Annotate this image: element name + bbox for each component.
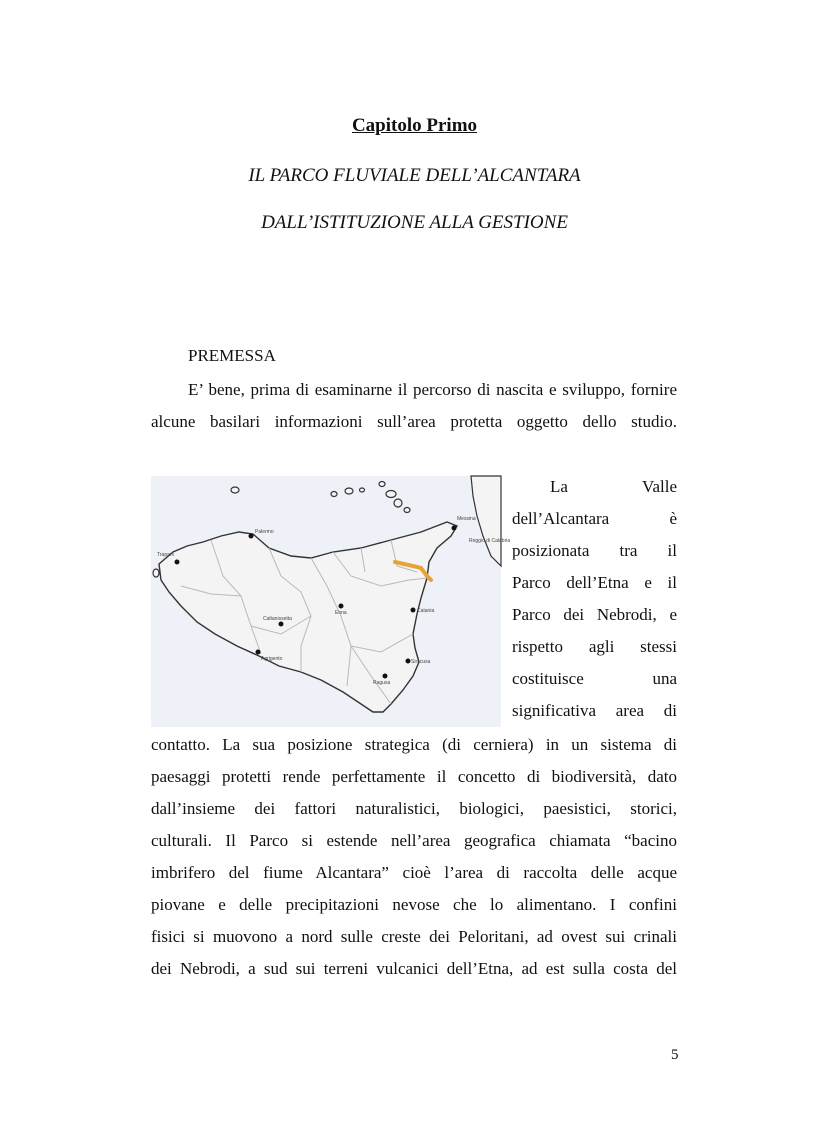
side-text-line: rispetto agli stessi [512,637,677,656]
body-line: contatto. La sua posizione strategica (di cerniera) in un sistema di [151,735,677,754]
intro-paragraph: E’ bene, prima di esaminarne il percorso di nascita e sviluppo, fornire alcune basilari informazioni sull’area protetta oggetto dello studio. [151,380,677,431]
marker-trapani [175,560,180,565]
marker-siracusa [406,659,411,664]
section-heading: PREMESSA [188,346,276,365]
body-line: culturali. Il Parco si estende nell’area geografica chiamata “bacino [151,831,677,850]
label-reggio: Reggio di Calabria [469,538,511,544]
marker-agrigento [256,650,261,655]
body-line: paesaggi protetti rende perfettamente il concetto di biodiversità, dato [151,767,677,786]
side-text-line: significativa area di [512,701,677,720]
side-text-line: Parco dell’Etna e il [512,573,677,592]
label-caltanissetta: Caltanissetta [263,616,292,622]
label-enna: Enna [335,610,347,616]
side-text [512,471,677,759]
side-text-line: La Valle [550,477,677,496]
side-text-line: costituisce una [512,669,677,688]
title-line-1: IL PARCO FLUVIALE DELL’ALCANTARA [248,165,581,186]
side-text-line: dell’Alcantara è [512,509,677,528]
side-text-line: Parco dei Nebrodi, e [512,605,677,624]
sicily-map [151,476,511,727]
label-siracusa: Siracusa [411,659,431,665]
body-line: fisici si muovono a nord sulle creste dei Peloritani, ad ovest sui crinali [151,927,677,946]
label-ragusa: Ragusa [373,680,391,686]
marker-enna [339,604,344,609]
marker-palermo [249,534,254,539]
label-messina: Messina [457,516,476,522]
marker-messina [452,526,457,531]
body-line: dei Nebrodi, a sud sui terreni vulcanici dell’Etna, ad est sulla costa del [151,959,677,978]
side-text-line: posizionata tra il [512,541,677,560]
label-palermo: Palermo [255,529,274,535]
marker-catania [411,608,416,613]
page-number: 5 [671,1047,679,1063]
egadi-island [153,569,159,577]
chapter-heading: Capitolo Primo [351,115,478,136]
title-line-2: DALL’ISTITUZIONE ALLA GESTIONE [261,212,568,233]
label-trapani: Trapani [157,552,174,558]
body-line: dall’insieme dei fattori naturalistici, biologici, paesistici, storici, [151,799,677,818]
label-agrigento: Agrigento [261,656,283,662]
body-line: piovane e delle precipitazioni nevose che lo alimentano. I confini [151,895,677,914]
body-paragraph [151,729,677,985]
body-line: imbrifero del fiume Alcantara” cioè l’area di raccolta delle acque [151,863,677,882]
marker-caltanissetta [279,622,284,627]
marker-ragusa [383,674,388,679]
label-catania: Catania [417,608,435,614]
